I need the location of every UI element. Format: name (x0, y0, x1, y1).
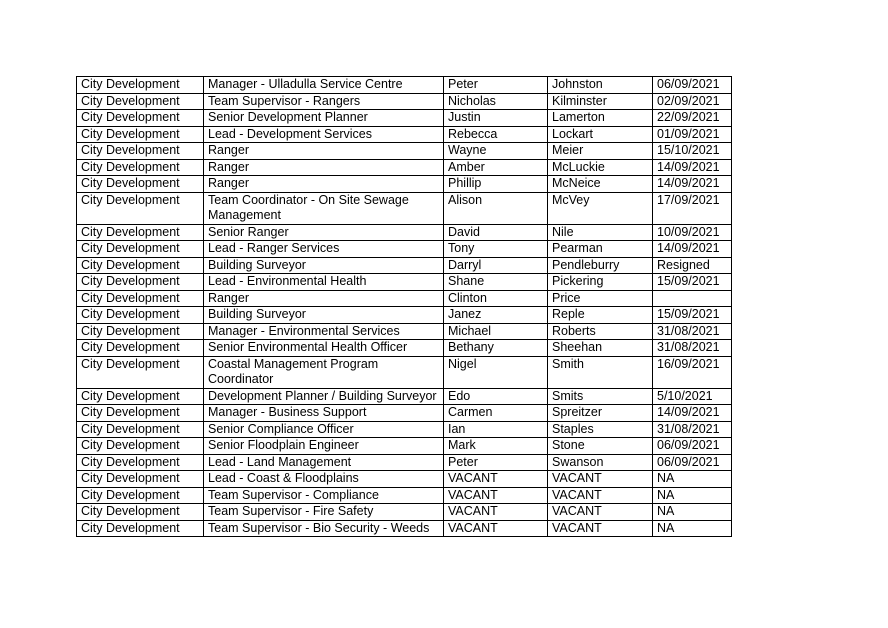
first-name-cell: Wayne (444, 143, 548, 160)
department-cell: City Development (77, 487, 204, 504)
last-name-cell: Kilminster (548, 93, 653, 110)
table-row (77, 274, 732, 291)
date-cell: 17/09/2021 (653, 192, 732, 224)
date-cell: 14/09/2021 (653, 241, 732, 258)
table-row (77, 438, 732, 455)
table-row (77, 340, 732, 357)
table-row (77, 93, 732, 110)
department-cell: City Development (77, 454, 204, 471)
department-cell: City Development (77, 356, 204, 388)
position-cell: Senior Environmental Health Officer (204, 340, 444, 357)
department-cell: City Development (77, 438, 204, 455)
last-name-cell: Staples (548, 421, 653, 438)
position-cell: Senior Floodplain Engineer (204, 438, 444, 455)
last-name-cell: Meier (548, 143, 653, 160)
last-name-cell: Sheehan (548, 340, 653, 357)
first-name-cell: VACANT (444, 487, 548, 504)
last-name-cell: McVey (548, 192, 653, 224)
first-name-cell: Mark (444, 438, 548, 455)
department-cell: City Development (77, 126, 204, 143)
date-cell: 15/10/2021 (653, 143, 732, 160)
first-name-cell: VACANT (444, 504, 548, 521)
table-row (77, 323, 732, 340)
table-row (77, 257, 732, 274)
position-cell: Coastal Management Program Coordinator (204, 356, 444, 388)
last-name-cell: Pendleburry (548, 257, 653, 274)
table-row (77, 504, 732, 521)
last-name-cell: Pickering (548, 274, 653, 291)
department-cell: City Development (77, 241, 204, 258)
position-cell: Lead - Land Management (204, 454, 444, 471)
last-name-cell: Johnston (548, 77, 653, 94)
first-name-cell: Rebecca (444, 126, 548, 143)
department-cell: City Development (77, 388, 204, 405)
table-row (77, 126, 732, 143)
last-name-cell: Swanson (548, 454, 653, 471)
date-cell: 16/09/2021 (653, 356, 732, 388)
date-cell: 01/09/2021 (653, 126, 732, 143)
position-cell: Building Surveyor (204, 307, 444, 324)
first-name-cell: Peter (444, 77, 548, 94)
department-cell: City Development (77, 340, 204, 357)
department-cell: City Development (77, 471, 204, 488)
first-name-cell: Peter (444, 454, 548, 471)
staff-table (76, 76, 732, 537)
date-cell: Resigned (653, 257, 732, 274)
department-cell: City Development (77, 159, 204, 176)
last-name-cell: McLuckie (548, 159, 653, 176)
date-cell: NA (653, 520, 732, 537)
first-name-cell: David (444, 224, 548, 241)
first-name-cell: Phillip (444, 176, 548, 193)
department-cell: City Development (77, 257, 204, 274)
first-name-cell: Amber (444, 159, 548, 176)
department-cell: City Development (77, 143, 204, 160)
table-row (77, 487, 732, 504)
date-cell: 22/09/2021 (653, 110, 732, 127)
date-cell: 31/08/2021 (653, 421, 732, 438)
last-name-cell: Lockart (548, 126, 653, 143)
first-name-cell: VACANT (444, 471, 548, 488)
department-cell: City Development (77, 290, 204, 307)
position-cell: Manager - Environmental Services (204, 323, 444, 340)
first-name-cell: Carmen (444, 405, 548, 422)
table-row (77, 388, 732, 405)
position-cell: Senior Development Planner (204, 110, 444, 127)
table-row (77, 176, 732, 193)
department-cell: City Development (77, 405, 204, 422)
position-cell: Ranger (204, 143, 444, 160)
date-cell: 06/09/2021 (653, 438, 732, 455)
last-name-cell: Pearman (548, 241, 653, 258)
first-name-cell: Darryl (444, 257, 548, 274)
department-cell: City Development (77, 274, 204, 291)
department-cell: City Development (77, 224, 204, 241)
department-cell: City Development (77, 520, 204, 537)
first-name-cell: Alison (444, 192, 548, 224)
last-name-cell: Price (548, 290, 653, 307)
first-name-cell: Edo (444, 388, 548, 405)
position-cell: Ranger (204, 290, 444, 307)
last-name-cell: Roberts (548, 323, 653, 340)
table-row (77, 520, 732, 537)
department-cell: City Development (77, 93, 204, 110)
last-name-cell: Nile (548, 224, 653, 241)
date-cell: NA (653, 504, 732, 521)
department-cell: City Development (77, 323, 204, 340)
date-cell: 15/09/2021 (653, 274, 732, 291)
date-cell: 15/09/2021 (653, 307, 732, 324)
first-name-cell: Janez (444, 307, 548, 324)
date-cell: 14/09/2021 (653, 159, 732, 176)
date-cell: 31/08/2021 (653, 340, 732, 357)
department-cell: City Development (77, 192, 204, 224)
table-row (77, 159, 732, 176)
date-cell: 06/09/2021 (653, 77, 732, 94)
table-row (77, 405, 732, 422)
date-cell: 14/09/2021 (653, 405, 732, 422)
first-name-cell: Shane (444, 274, 548, 291)
last-name-cell: VACANT (548, 487, 653, 504)
first-name-cell: VACANT (444, 520, 548, 537)
date-cell: 02/09/2021 (653, 93, 732, 110)
last-name-cell: Spreitzer (548, 405, 653, 422)
table-row (77, 454, 732, 471)
last-name-cell: McNeice (548, 176, 653, 193)
position-cell: Team Coordinator - On Site Sewage Management (204, 192, 444, 224)
position-cell: Development Planner / Building Surveyor (204, 388, 444, 405)
last-name-cell: Lamerton (548, 110, 653, 127)
department-cell: City Development (77, 421, 204, 438)
date-cell: 5/10/2021 (653, 388, 732, 405)
table-row (77, 290, 732, 307)
first-name-cell: Nicholas (444, 93, 548, 110)
table-row (77, 241, 732, 258)
first-name-cell: Bethany (444, 340, 548, 357)
first-name-cell: Clinton (444, 290, 548, 307)
department-cell: City Development (77, 176, 204, 193)
first-name-cell: Ian (444, 421, 548, 438)
position-cell: Senior Ranger (204, 224, 444, 241)
table-row (77, 143, 732, 160)
department-cell: City Development (77, 110, 204, 127)
first-name-cell: Nigel (444, 356, 548, 388)
last-name-cell: VACANT (548, 471, 653, 488)
first-name-cell: Tony (444, 241, 548, 258)
position-cell: Team Supervisor - Bio Security - Weeds (204, 520, 444, 537)
staff-table-body (77, 77, 732, 537)
position-cell: Ranger (204, 159, 444, 176)
table-row (77, 77, 732, 94)
position-cell: Senior Compliance Officer (204, 421, 444, 438)
department-cell: City Development (77, 77, 204, 94)
position-cell: Lead - Ranger Services (204, 241, 444, 258)
table-row (77, 192, 732, 224)
date-cell: NA (653, 487, 732, 504)
table-row (77, 307, 732, 324)
position-cell: Manager - Business Support (204, 405, 444, 422)
date-cell: 31/08/2021 (653, 323, 732, 340)
date-cell (653, 290, 732, 307)
date-cell: NA (653, 471, 732, 488)
last-name-cell: Reple (548, 307, 653, 324)
last-name-cell: Smits (548, 388, 653, 405)
date-cell: 14/09/2021 (653, 176, 732, 193)
table-row (77, 110, 732, 127)
first-name-cell: Justin (444, 110, 548, 127)
last-name-cell: Stone (548, 438, 653, 455)
position-cell: Team Supervisor - Rangers (204, 93, 444, 110)
position-cell: Building Surveyor (204, 257, 444, 274)
department-cell: City Development (77, 504, 204, 521)
position-cell: Team Supervisor - Fire Safety (204, 504, 444, 521)
table-row (77, 471, 732, 488)
table-row (77, 224, 732, 241)
last-name-cell: VACANT (548, 520, 653, 537)
position-cell: Manager - Ulladulla Service Centre (204, 77, 444, 94)
position-cell: Team Supervisor - Compliance (204, 487, 444, 504)
date-cell: 06/09/2021 (653, 454, 732, 471)
position-cell: Ranger (204, 176, 444, 193)
last-name-cell: VACANT (548, 504, 653, 521)
position-cell: Lead - Development Services (204, 126, 444, 143)
position-cell: Lead - Coast & Floodplains (204, 471, 444, 488)
first-name-cell: Michael (444, 323, 548, 340)
last-name-cell: Smith (548, 356, 653, 388)
department-cell: City Development (77, 307, 204, 324)
table-row (77, 421, 732, 438)
date-cell: 10/09/2021 (653, 224, 732, 241)
position-cell: Lead - Environmental Health (204, 274, 444, 291)
table-row (77, 356, 732, 388)
